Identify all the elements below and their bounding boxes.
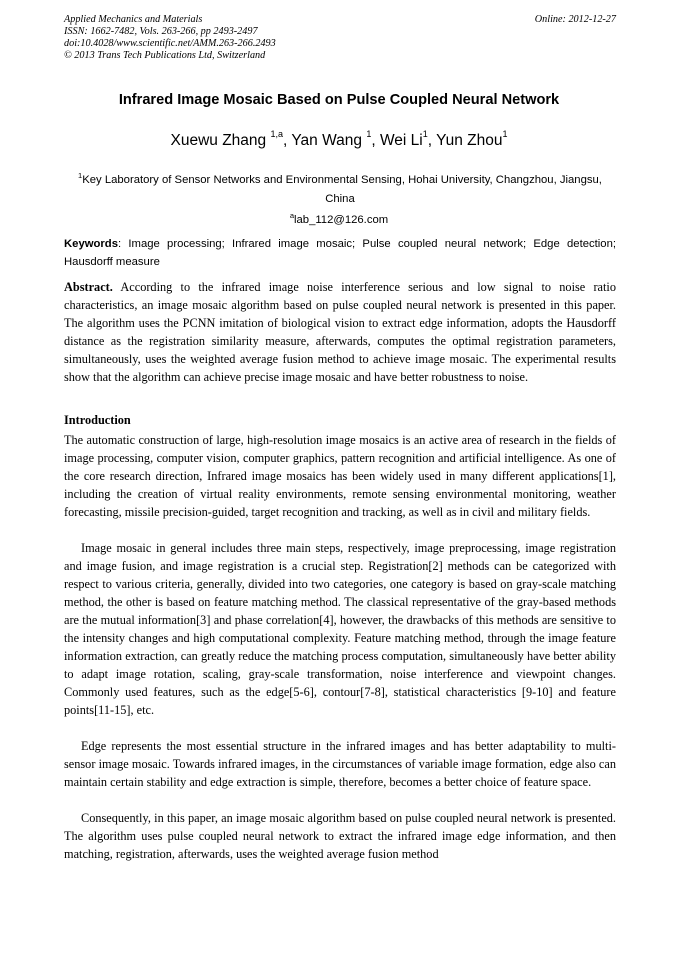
author-list: Xuewu Zhang $^{1,a}$, Yan Wang $^1$, Wei Li$^1$, Yun Zhou$^1$ bbox=[170, 129, 508, 150]
intro-paragraph: Image mosaic in general includes three main steps, respectively, image preprocessing, image registration and image fusion, and image registration is a crucial step. Registration[2] methods can be categorized with respect to various criteria, generally, divided into two categories, one category is based on gray-scale matching method, the other is based on feature matching method. The classical representative of the gray-based methods are the mutual information[3] and phase correlation[4], however, the drawbacks of this methods are sensitive to the intensity changes and high computational complexity. Feature matching method, through the image feature information extraction, can greatly reduce the matching process computation, simultaneously have better ability to adapt image rotation, scaling, gray-scale transformation, noise interference and viewpoint changes. Commonly used features, such as the edge[5-6], contour[7-8], statistical characteristics [9-10] and feature points[11-15], etc. bbox=[64, 541, 616, 717]
keywords-section bbox=[64, 235, 616, 271]
issn-line: ISSN: 1662-7482, Vols. 263-266, pp 2493-2497 bbox=[64, 26, 258, 37]
author-affiliation-mark: 1,a bbox=[270, 129, 283, 139]
email-mark: a bbox=[289, 211, 294, 220]
author-name: Yan Wang bbox=[291, 132, 362, 150]
intro-paragraph: Consequently, in this paper, an image mosaic algorithm based on pulse coupled neural network is presented. The algorithm uses pulse coupled neural network to extract the infrared image edge information, and then matching, registration, afterwards, uses the weighted average fusion method bbox=[64, 811, 616, 861]
abstract-label: Abstract. bbox=[64, 280, 113, 294]
author-affiliation-mark: 1 bbox=[502, 129, 508, 139]
abstract-section bbox=[64, 278, 616, 386]
author-name: Xuewu Zhang bbox=[170, 132, 267, 150]
author-affiliation-mark: 1 bbox=[422, 129, 428, 139]
intro-paragraph: Edge represents the most essential structure in the infrared images and has better adaptability to multi-sensor image mosaic. Towards infrared images, in the circumstances of variable image formation, edge also can maintain certain stability and edge extraction is simple, therefore, becomes a better choice of feature space. bbox=[64, 739, 616, 789]
introduction-heading: Introduction bbox=[64, 413, 131, 427]
email-address[interactable]: lab_112@126.com bbox=[294, 213, 389, 226]
journal-name: Applied Mechanics and Materials bbox=[64, 14, 203, 25]
copyright-line: © 2013 Trans Tech Publications Ltd, Switzerland bbox=[64, 50, 266, 61]
intro-paragraph: The automatic construction of large, high-resolution image mosaics is an active area of research in the fields of image processing, computer vision, computer graphics, pattern recognition and artificial intelligence. As one of the core research direction, Infrared image mosaics has been widely used in many different applications[1], including the creation of virtual reality environments, remote sensing environmental monitoring, weather forecasting, missile precision-guided, target recognition and tracking, as well as in civil and military fields. bbox=[64, 433, 616, 519]
author-name: Yun Zhou bbox=[436, 132, 503, 150]
affiliation bbox=[64, 166, 616, 209]
author-name: Wei Li bbox=[379, 132, 423, 150]
journal-header bbox=[64, 14, 616, 62]
keywords-label: Keywords bbox=[64, 238, 118, 250]
abstract-text: According to the infrared image noise interference serious and low signal to noise ratio characteristics, an image mosaic algorithm based on pulse coupled neural network is presented in this paper. The algorithm uses the PCNN imitation of biological vision to extract edge information, adopts the Hausdorff distance as the registration similarity measure, afterwards, computes the optimal registration parameters, simultaneously, uses the weighted average fusion method to achieve image mosaic. The experimental results show that the algorithm can achieve precise image mosaic and have better robustness to noise. bbox=[64, 280, 616, 384]
keywords-text: : Image processing; Infrared image mosaic; Pulse coupled neural network; Edge detection; Hausdorff measure bbox=[64, 238, 616, 268]
paper-title: Infrared Image Mosaic Based on Pulse Coupled Neural Network bbox=[118, 92, 560, 108]
affiliation-mark: 1 bbox=[78, 171, 83, 180]
author-email bbox=[0, 211, 678, 226]
doi-line: doi:10.4028/www.scientific.net/AMM.263-266.2493 bbox=[64, 38, 276, 49]
affiliation-text: Key Laboratory of Sensor Networks and Environmental Sensing, Hohai University, Changzhou, Jiangsu, China bbox=[82, 173, 602, 205]
author-affiliation-mark: 1 bbox=[366, 129, 372, 139]
online-date: Online: 2012-12-27 bbox=[534, 14, 616, 25]
